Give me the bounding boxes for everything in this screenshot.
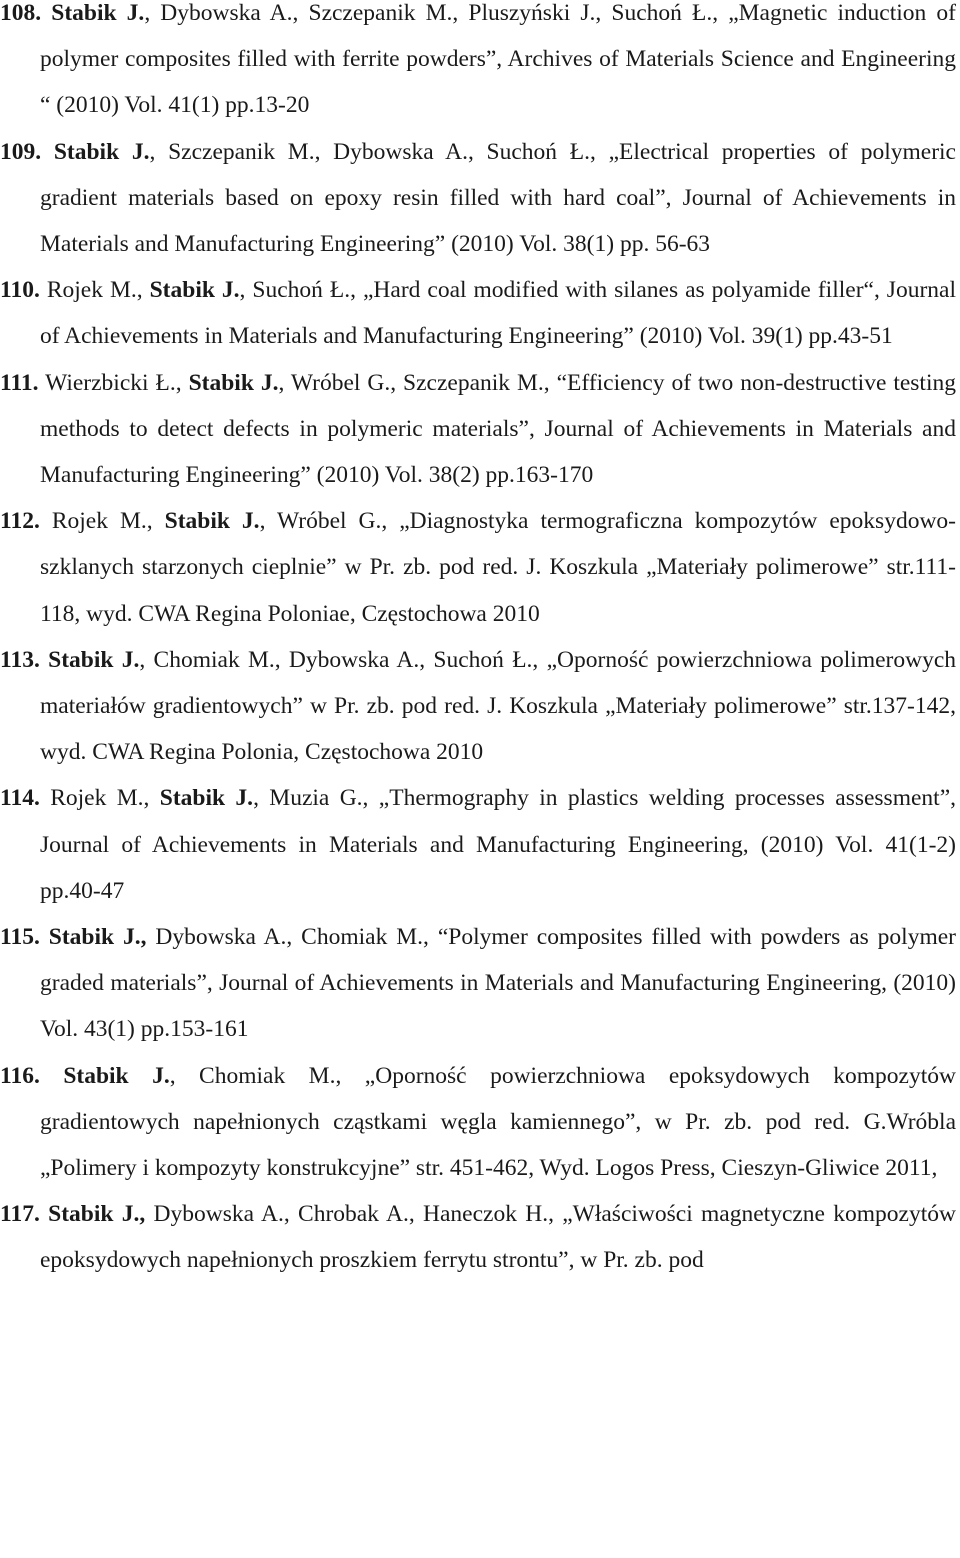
- reference-number: 110.: [0, 277, 40, 304]
- reference-entry: [0, 267, 956, 359]
- reference-number: 115.: [0, 924, 40, 951]
- reference-text: , Chomiak M., „Oporność powierzchniowa epoksydowych kompozytów gradientowych napełnionych cząstkami węgla kamiennego”, w Pr. zb. pod red. G.Wróbla „Polimery i kompozyty konstrukcyjne” str. 451-462, Wyd. Logos Press, Cieszyn-Gliwice 2011,: [40, 1062, 956, 1182]
- reference-number: 116.: [0, 1062, 40, 1089]
- reference-number: 112.: [0, 508, 40, 535]
- reference-text: Rojek M.,: [51, 508, 165, 535]
- author-highlight: Stabik J.: [188, 369, 279, 396]
- reference-text: Dybowska A., Chomiak M., “Polymer composites filled with powders as polymer graded materials”, Journal of Achievements in Materials and Manufacturing Engineering, (2010) Vol. 43(1) pp.153-161: [40, 924, 956, 1043]
- author-highlight: Stabik J.: [48, 646, 140, 673]
- author-highlight: Stabik J.: [51, 0, 145, 26]
- author-highlight: Stabik J.: [164, 508, 260, 535]
- reference-number: 114.: [0, 785, 40, 812]
- reference-text: , Wróbel G., Szczepanik M., “Efficiency of two non-destructive testing methods to detect defects in polymeric materials”, Journal of Achievements in Materials and Manufacturing Engineering” (2010) Vol. 38(2) pp.163-170: [40, 369, 956, 489]
- reference-number: 117.: [0, 1201, 40, 1228]
- reference-text: , Dybowska A., Szczepanik M., Pluszyński J., Suchoń Ł., „Magnetic induction of polymer composites filled with ferrite powders”, Archives of Materials Science and Engineering “ (2010) Vol. 41(1) pp.13-20: [40, 0, 956, 119]
- reference-entry: [0, 775, 956, 914]
- author-highlight: Stabik J.: [53, 138, 150, 165]
- reference-entry: [0, 498, 956, 637]
- reference-text: , Suchoń Ł., „Hard coal modified with silanes as polyamide filler“, Journal of Achievements in Materials and Manufacturing Engineering” (2010) Vol. 39(1) pp.43-51: [40, 277, 956, 350]
- reference-text: Rojek M.,: [46, 277, 150, 304]
- author-highlight: Stabik J.,: [48, 1201, 146, 1228]
- reference-text: , Chomiak M., Dybowska A., Suchoń Ł., „Oporność powierzchniowa polimerowych materiałów gradientowych” w Pr. zb. pod red. J. Koszkula „Materiały polimerowe” str.137-142, wyd. CWA Regina Polonia, Częstochowa 2010: [40, 646, 957, 766]
- reference-entry: [0, 360, 956, 499]
- reference-entry: [0, 1191, 956, 1283]
- reference-entry: [0, 914, 956, 1053]
- reference-text: , Szczepanik M., Dybowska A., Suchoń Ł., „Electrical properties of polymeric gradient materials based on epoxy resin filled with hard coal”, Journal of Achievements in Materials and Manufacturing Engineering” (2010) Vol. 38(1) pp. 56-63: [40, 138, 956, 258]
- reference-entry: [0, 1053, 956, 1192]
- reference-entry: [0, 637, 956, 776]
- author-highlight: Stabik J.: [63, 1062, 170, 1089]
- reference-number: 108.: [0, 0, 42, 26]
- reference-text: Rojek M.,: [50, 785, 160, 812]
- reference-number: 109.: [0, 138, 42, 165]
- reference-entry: [0, 129, 956, 268]
- reference-text: , Muzia G., „Thermography in plastics welding processes assessment”, Journal of Achievements in Materials and Manufacturing Engineering, (2010) Vol. 41(1-2) pp.40-47: [40, 785, 956, 904]
- author-highlight: Stabik J.: [149, 277, 240, 304]
- reference-number: 111.: [0, 369, 39, 396]
- reference-text: Wierzbicki Ł.,: [45, 369, 189, 396]
- reference-text: Dybowska A., Chrobak A., Haneczok H., „Właściwości magnetyczne kompozytów epoksydowych napełnionych proszkiem ferrytu strontu”, w Pr. zb. pod: [40, 1201, 956, 1274]
- author-highlight: Stabik J.,: [48, 924, 147, 951]
- reference-number: 113.: [0, 646, 40, 673]
- reference-text: , Wróbel G., „Diagnostyka termograficzna kompozytów epoksydowo-szklanych starzonych cieplnie” w Pr. zb. pod red. J. Koszkula „Materiały polimerowe” str.111-118, wyd. CWA Regina Poloniae, Częstochowa 2010: [40, 508, 956, 627]
- reference-entry: [0, 0, 956, 129]
- author-highlight: Stabik J.: [159, 785, 254, 812]
